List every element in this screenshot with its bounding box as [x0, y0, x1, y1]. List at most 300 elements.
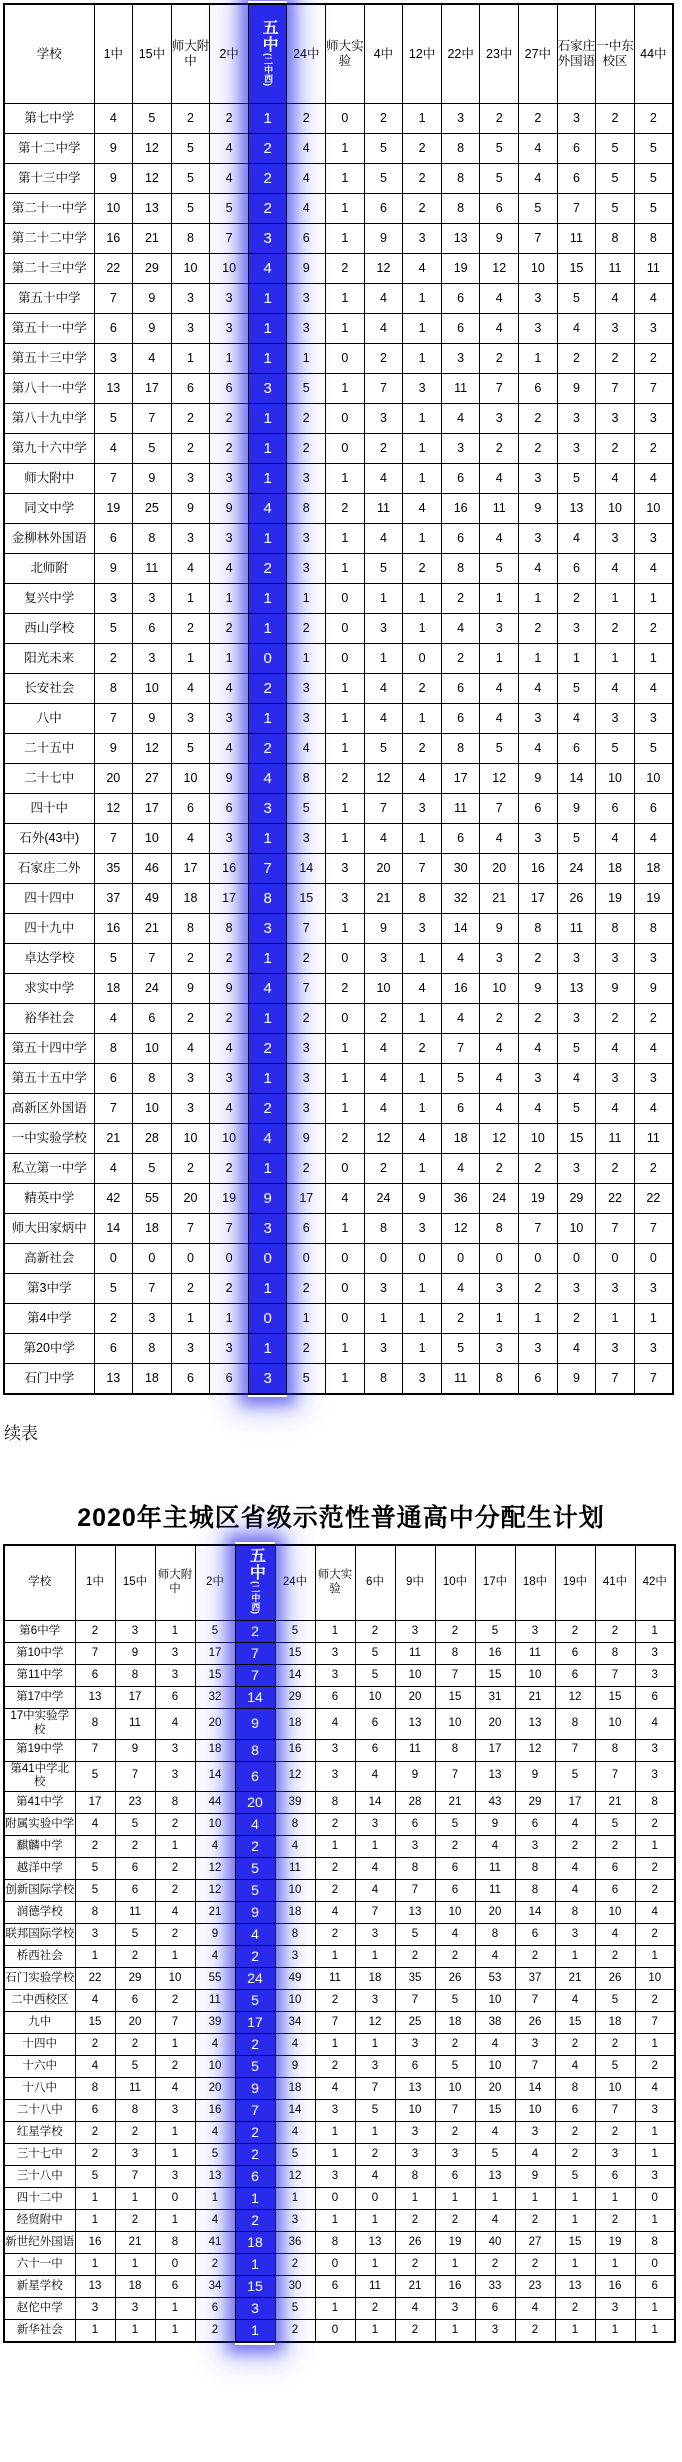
quota-cell: 2: [195, 2320, 235, 2343]
quota-cell: 3: [287, 1034, 326, 1064]
quota-cell: 1: [155, 1946, 195, 1968]
quota-cell: 1: [435, 2254, 475, 2276]
quota-cell: 3: [395, 1836, 435, 1858]
quota-cell: 5: [275, 1621, 315, 1643]
quota-cell: 12: [275, 1761, 315, 1792]
school-name: 桥西社会: [4, 1946, 75, 1968]
quota-cell: 1: [171, 644, 210, 674]
quota-cell: 1: [287, 584, 326, 614]
quota-cell: 1: [75, 2254, 115, 2276]
quota-cell: 3: [133, 1304, 172, 1334]
quota-cell: 4: [480, 524, 519, 554]
quota-cell: 6: [555, 2100, 595, 2122]
quota-cell: 4: [195, 2034, 235, 2056]
school-name: 长安社会: [4, 674, 94, 704]
quota-cell: 20: [171, 1184, 210, 1214]
quota-cell: 7: [364, 794, 403, 824]
quota-cell: 2: [480, 344, 519, 374]
quota-cell: 2: [435, 1836, 475, 1858]
table-row: [4, 974, 673, 1004]
column-header: 师大附中: [155, 1545, 195, 1621]
quota-cell: 10: [435, 1902, 475, 1924]
quota-cell: 4: [403, 974, 442, 1004]
highlight-quota-cell: 4: [248, 1124, 287, 1154]
table-row: [4, 1814, 675, 1836]
quota-cell: 0: [326, 614, 365, 644]
quota-cell: 0: [326, 404, 365, 434]
quota-cell: 1: [634, 644, 673, 674]
school-name: 石家庄二外: [4, 854, 94, 884]
quota-cell: 3: [171, 284, 210, 314]
quota-cell: 1: [115, 2188, 155, 2210]
table-row: [4, 2078, 675, 2100]
quota-cell: 16: [435, 2276, 475, 2298]
highlight-quota-cell: 7: [235, 1665, 275, 1687]
school-name: 新星学校: [4, 2276, 75, 2298]
school-name: 复兴中学: [4, 584, 94, 614]
quota-cell: 5: [133, 434, 172, 464]
school-name: 六十一中: [4, 2254, 75, 2276]
quota-cell: 1: [355, 1836, 395, 1858]
quota-cell: 5: [596, 194, 635, 224]
school-name: 第七中学: [4, 104, 94, 134]
quota-cell: 4: [403, 254, 442, 284]
quota-cell: 1: [326, 1334, 365, 1364]
quota-cell: 16: [441, 494, 480, 524]
table-row: [4, 254, 673, 284]
school-name: 石门实验学校: [4, 1968, 75, 1990]
school-name: 师大田家炳中: [4, 1214, 94, 1244]
quota-cell: 6: [441, 674, 480, 704]
quota-cell: 3: [557, 404, 596, 434]
quota-cell: 4: [395, 2298, 435, 2320]
table-row: [4, 284, 673, 314]
quota-cell: 12: [364, 764, 403, 794]
quota-cell: 7: [435, 1665, 475, 1687]
quota-cell: 8: [515, 1880, 555, 1902]
quota-cell: 4: [634, 1034, 673, 1064]
quota-cell: 4: [441, 1274, 480, 1304]
quota-cell: 1: [364, 644, 403, 674]
highlight-quota-cell: 4: [235, 1924, 275, 1946]
quota-cell: 8: [480, 1364, 519, 1395]
quota-cell: 6: [171, 374, 210, 404]
quota-cell: 4: [210, 134, 249, 164]
quota-cell: 12: [441, 1214, 480, 1244]
quota-cell: 3: [519, 524, 558, 554]
table-row: [4, 134, 673, 164]
school-name: 二十七中: [4, 764, 94, 794]
quota-cell: 0: [326, 584, 365, 614]
quota-cell: 1: [435, 2188, 475, 2210]
quota-cell: 1: [635, 1946, 675, 1968]
quota-cell: 6: [435, 2166, 475, 2188]
quota-cell: 7: [94, 284, 133, 314]
school-name: 十八中: [4, 2078, 75, 2100]
quota-cell: 5: [596, 134, 635, 164]
quota-cell: 10: [171, 764, 210, 794]
quota-cell: 1: [519, 344, 558, 374]
quota-cell: 1: [403, 404, 442, 434]
quota-cell: 2: [515, 2210, 555, 2232]
quota-cell: 14: [94, 1214, 133, 1244]
quota-cell: 1: [403, 1154, 442, 1184]
quota-cell: 21: [195, 1902, 235, 1924]
quota-cell: 3: [171, 464, 210, 494]
quota-cell: 3: [355, 1814, 395, 1836]
quota-cell: 6: [94, 1334, 133, 1364]
quota-cell: 8: [115, 1665, 155, 1687]
table-row: [4, 734, 673, 764]
quota-cell: 4: [515, 2144, 555, 2166]
quota-cell: 3: [441, 434, 480, 464]
quota-cell: 4: [195, 1836, 235, 1858]
highlight-quota-cell: 4: [248, 974, 287, 1004]
school-name: 第41中学北校: [4, 1761, 75, 1792]
quota-cell: 1: [519, 1304, 558, 1334]
quota-cell: 2: [115, 2034, 155, 2056]
quota-cell: 16: [94, 224, 133, 254]
quota-cell: 8: [441, 734, 480, 764]
column-header: 17中: [475, 1545, 515, 1621]
quota-cell: 5: [94, 1274, 133, 1304]
quota-cell: 3: [634, 944, 673, 974]
quota-cell: 1: [403, 1274, 442, 1304]
quota-cell: 20: [395, 1687, 435, 1709]
quota-cell: 8: [133, 1334, 172, 1364]
quota-cell: 3: [171, 1334, 210, 1364]
quota-cell: 3: [634, 524, 673, 554]
quota-cell: 2: [635, 1858, 675, 1880]
quota-cell: 2: [403, 1034, 442, 1064]
quota-cell: 3: [287, 284, 326, 314]
quota-cell: 6: [596, 794, 635, 824]
quota-cell: 7: [515, 2056, 555, 2078]
school-name: 北师附: [4, 554, 94, 584]
quota-cell: 6: [557, 164, 596, 194]
quota-cell: 2: [171, 614, 210, 644]
quota-cell: 1: [555, 2210, 595, 2232]
quota-cell: 37: [94, 884, 133, 914]
quota-cell: 1: [403, 704, 442, 734]
quota-cell: 14: [515, 2078, 555, 2100]
quota-cell: 13: [75, 2276, 115, 2298]
quota-cell: 4: [75, 1990, 115, 2012]
quota-cell: 4: [287, 194, 326, 224]
table-row: [4, 1924, 675, 1946]
quota-cell: 9: [171, 494, 210, 524]
quota-cell: 20: [195, 1709, 235, 1740]
school-name: 高新社会: [4, 1244, 94, 1274]
highlight-column-header: [248, 4, 287, 104]
quota-cell: 5: [133, 104, 172, 134]
highlight-quota-cell: 2: [248, 554, 287, 584]
quota-cell: 11: [395, 1739, 435, 1761]
quota-cell: 6: [515, 1924, 555, 1946]
quota-cell: 11: [475, 1880, 515, 1902]
quota-cell: 9: [133, 704, 172, 734]
quota-cell: 36: [275, 2232, 315, 2254]
quota-cell: 22: [75, 1968, 115, 1990]
quota-cell: 6: [133, 614, 172, 644]
school-name: 新世纪外国语: [4, 2232, 75, 2254]
quota-cell: 4: [480, 1034, 519, 1064]
quota-cell: 34: [195, 2276, 235, 2298]
quota-cell: 9: [475, 1814, 515, 1836]
quota-cell: 7: [519, 224, 558, 254]
quota-cell: 20: [94, 764, 133, 794]
highlight-quota-cell: 2: [235, 2144, 275, 2166]
quota-cell: 17: [441, 764, 480, 794]
quota-cell: 9: [171, 974, 210, 1004]
quota-cell: 5: [75, 2166, 115, 2188]
quota-cell: 5: [475, 1621, 515, 1643]
quota-cell: 21: [133, 224, 172, 254]
highlight-quota-cell: 1: [248, 704, 287, 734]
quota-cell: 6: [519, 1364, 558, 1395]
quota-cell: 0: [155, 2254, 195, 2276]
table-row: [4, 2012, 675, 2034]
highlight-quota-cell: 3: [248, 914, 287, 944]
quota-cell: 36: [441, 1184, 480, 1214]
quota-cell: 2: [210, 1274, 249, 1304]
quota-cell: 5: [75, 1880, 115, 1902]
quota-cell: 10: [596, 494, 635, 524]
school-name: 第41中学: [4, 1792, 75, 1814]
quota-cell: 4: [596, 824, 635, 854]
quota-cell: 4: [441, 404, 480, 434]
quota-cell: 3: [355, 2056, 395, 2078]
quota-cell: 2: [595, 2122, 635, 2144]
quota-cell: 8: [115, 2100, 155, 2122]
quota-cell: 3: [133, 644, 172, 674]
quota-cell: 6: [519, 794, 558, 824]
quota-cell: 9: [287, 1124, 326, 1154]
quota-cell: 5: [275, 2298, 315, 2320]
quota-cell: 4: [435, 1924, 475, 1946]
column-header: 23中: [480, 4, 519, 104]
school-name: 九中: [4, 2012, 75, 2034]
quota-cell: 10: [480, 974, 519, 1004]
quota-cell: 16: [195, 2100, 235, 2122]
quota-cell: 6: [94, 314, 133, 344]
highlight-quota-cell: 9: [235, 1902, 275, 1924]
quota-cell: 1: [403, 1094, 442, 1124]
quota-cell: 3: [635, 1739, 675, 1761]
quota-cell: 2: [355, 2298, 395, 2320]
quota-cell: 0: [326, 1244, 365, 1274]
header-row: [4, 4, 673, 104]
quota-cell: 8: [210, 914, 249, 944]
quota-cell: 8: [519, 914, 558, 944]
quota-cell: 10: [519, 254, 558, 284]
highlight-quota-cell: 20: [235, 1792, 275, 1814]
quota-cell: 3: [475, 2320, 515, 2343]
quota-cell: 4: [403, 764, 442, 794]
quota-cell: 6: [155, 2276, 195, 2298]
quota-cell: 2: [115, 2210, 155, 2232]
quota-cell: 4: [480, 704, 519, 734]
quota-cell: 4: [596, 1094, 635, 1124]
quota-cell: 7: [596, 374, 635, 404]
school-column-header: 学校: [4, 4, 94, 104]
quota-cell: 6: [519, 374, 558, 404]
quota-cell: 1: [75, 2320, 115, 2343]
quota-cell: 16: [94, 914, 133, 944]
quota-cell: 9: [480, 914, 519, 944]
quota-cell: 2: [441, 1304, 480, 1334]
quota-cell: 3: [519, 464, 558, 494]
quota-cell: 9: [634, 974, 673, 1004]
quota-cell: 10: [355, 1687, 395, 1709]
quota-cell: 20: [480, 854, 519, 884]
table-row: [4, 164, 673, 194]
highlight-quota-cell: 5: [235, 1858, 275, 1880]
quota-cell: 2: [519, 1274, 558, 1304]
quota-cell: 0: [634, 1244, 673, 1274]
highlight-quota-cell: 1: [248, 104, 287, 134]
quota-cell: 4: [635, 2078, 675, 2100]
quota-cell: 10: [634, 764, 673, 794]
quota-cell: 3: [171, 1064, 210, 1094]
quota-cell: 16: [441, 974, 480, 1004]
quota-cell: 5: [441, 1064, 480, 1094]
quota-cell: 1: [155, 1621, 195, 1643]
quota-cell: 5: [355, 2100, 395, 2122]
quota-cell: 4: [480, 284, 519, 314]
quota-cell: 2: [155, 1880, 195, 1902]
quota-cell: 7: [435, 1761, 475, 1792]
quota-cell: 11: [634, 1124, 673, 1154]
quota-cell: 1: [596, 1304, 635, 1334]
quota-cell: 1: [287, 1304, 326, 1334]
quota-cell: 8: [555, 2078, 595, 2100]
quota-cell: 7: [634, 1364, 673, 1395]
quota-cell: 7: [355, 2078, 395, 2100]
quota-cell: 8: [403, 884, 442, 914]
quota-cell: 1: [326, 164, 365, 194]
quota-cell: 1: [326, 1034, 365, 1064]
quota-cell: 18: [355, 1968, 395, 1990]
quota-cell: 1: [596, 584, 635, 614]
quota-cell: 1: [355, 2034, 395, 2056]
quota-cell: 17: [133, 374, 172, 404]
quota-cell: 5: [287, 794, 326, 824]
quota-cell: 6: [287, 224, 326, 254]
quota-cell: 3: [315, 2100, 355, 2122]
quota-cell: 7: [595, 1665, 635, 1687]
quota-cell: 4: [635, 1902, 675, 1924]
quota-cell: 10: [94, 194, 133, 224]
quota-cell: 3: [210, 824, 249, 854]
quota-cell: 1: [355, 2210, 395, 2232]
table-row: [4, 1687, 675, 1709]
quota-cell: 38: [475, 2012, 515, 2034]
quota-cell: 5: [596, 734, 635, 764]
quota-cell: 9: [275, 2056, 315, 2078]
quota-cell: 1: [326, 224, 365, 254]
quota-cell: 8: [595, 1643, 635, 1665]
quota-cell: 6: [210, 794, 249, 824]
quota-cell: 17: [210, 884, 249, 914]
quota-cell: 15: [595, 1687, 635, 1709]
quota-cell: 2: [364, 104, 403, 134]
quota-cell: 10: [595, 1902, 635, 1924]
quota-cell: 12: [480, 1124, 519, 1154]
quota-cell: 7: [133, 944, 172, 974]
quota-cell: 28: [395, 1792, 435, 1814]
quota-cell: 8: [441, 164, 480, 194]
quota-cell: 3: [435, 2298, 475, 2320]
quota-cell: 3: [519, 284, 558, 314]
quota-cell: 1: [395, 2188, 435, 2210]
highlight-quota-cell: 1: [248, 434, 287, 464]
quota-cell: 2: [557, 344, 596, 374]
quota-cell: 9: [94, 734, 133, 764]
quota-cell: 6: [355, 1709, 395, 1740]
quota-cell: 4: [133, 344, 172, 374]
quota-cell: 2: [519, 404, 558, 434]
quota-cell: 2: [210, 1004, 249, 1034]
quota-cell: 11: [364, 494, 403, 524]
quota-cell: 5: [364, 164, 403, 194]
quota-cell: 3: [557, 1004, 596, 1034]
quota-cell: 1: [326, 824, 365, 854]
quota-cell: 4: [210, 164, 249, 194]
quota-cell: 4: [364, 284, 403, 314]
quota-cell: 2: [403, 134, 442, 164]
quota-cell: 22: [94, 254, 133, 284]
quota-cell: 18: [275, 1902, 315, 1924]
quota-cell: 6: [595, 1858, 635, 1880]
quota-cell: 6: [115, 1990, 155, 2012]
quota-cell: 18: [634, 854, 673, 884]
quota-cell: 3: [171, 704, 210, 734]
highlight-quota-cell: 1: [235, 2320, 275, 2343]
quota-cell: 35: [94, 854, 133, 884]
quota-cell: 15: [75, 2012, 115, 2034]
quota-cell: 2: [287, 1334, 326, 1364]
quota-cell: 2: [287, 1274, 326, 1304]
quota-cell: 3: [115, 2144, 155, 2166]
quota-cell: 3: [596, 1334, 635, 1364]
school-name: 第6中学: [4, 1621, 75, 1643]
quota-cell: 0: [326, 344, 365, 374]
quota-cell: 19: [596, 884, 635, 914]
quota-cell: 12: [355, 2012, 395, 2034]
table-row: [4, 2210, 675, 2232]
quota-cell: 8: [395, 2166, 435, 2188]
quota-cell: 18: [595, 2012, 635, 2034]
quota-cell: 2: [441, 644, 480, 674]
quota-cell: 5: [595, 2056, 635, 2078]
quota-cell: 9: [94, 164, 133, 194]
quota-cell: 21: [515, 1687, 555, 1709]
column-header: 18中: [515, 1545, 555, 1621]
table-row: [4, 434, 673, 464]
quota-cell: 7: [287, 974, 326, 1004]
quota-cell: 7: [287, 914, 326, 944]
quota-cell: 2: [635, 2056, 675, 2078]
quota-cell: 2: [326, 764, 365, 794]
quota-cell: 2: [210, 1154, 249, 1184]
quota-cell: 2: [480, 434, 519, 464]
quota-cell: 6: [441, 284, 480, 314]
quota-cell: 1: [155, 2144, 195, 2166]
quota-cell: 3: [480, 1334, 519, 1364]
quota-cell: 5: [595, 1990, 635, 2012]
quota-cell: 11: [557, 914, 596, 944]
